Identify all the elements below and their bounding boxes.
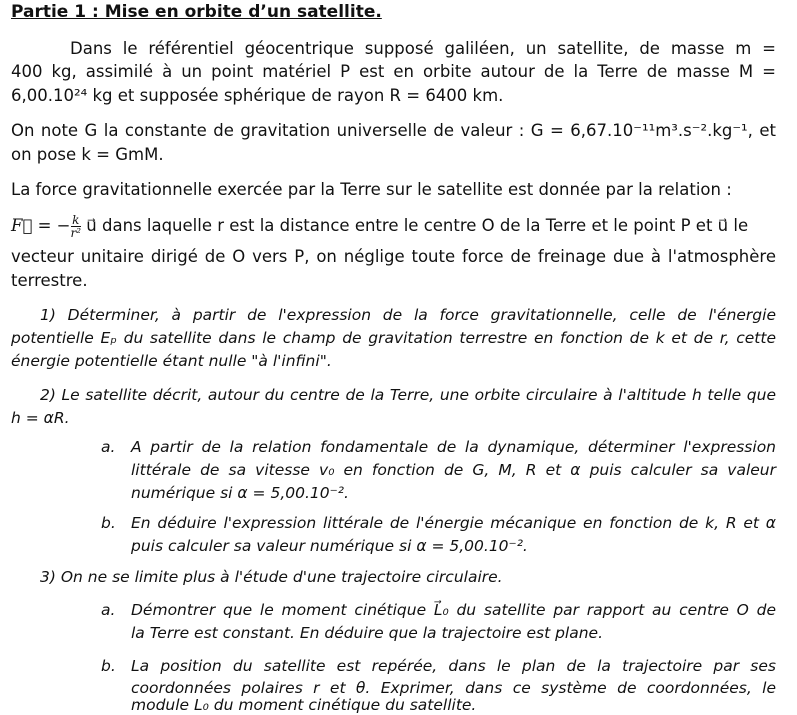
q3b-marker: b. [101,657,116,675]
intro-line-3: 6,00.10²⁴ kg et supposée sphérique de rayon R = 6400 km. [11,86,504,105]
q3-line-1: 3) On ne se limite plus à l'étude d'une trajectoire circulaire. [40,568,503,586]
q2a-marker: a. [101,438,116,456]
intro-line-2: 400 kg, assimilé à un point matériel P est en orbite autour de la Terre de masse M = [11,62,776,81]
q2b-line-1: En déduire l'expression littérale de l'énergie mécanique en fonction de k, R et α [131,514,776,532]
q1-line-2: potentielle Eₚ du satellite dans le champ de gravitation terrestre en fonction de k et de r, cette [11,329,776,347]
fraction-denominator: r² [70,226,82,240]
q2b-line-2: puis calculer sa valeur numérique si α = 5,00.10⁻². [131,537,528,555]
intro-line-1: Dans le référentiel géocentrique supposé galiléen, un satellite, de masse m = [70,39,776,58]
force-line-4: terrestre. [11,271,88,290]
q3b-line-2: coordonnées polaires r et θ. Exprimer, dans ce système de coordonnées, le [131,679,776,697]
force-line-3: vecteur unitaire dirigé de O vers P, on néglige toute force de freinage due à l'atmosphère [11,247,776,266]
part-title: Partie 1 : Mise en orbite d’un satellite. [11,2,382,22]
q3a-marker: a. [101,601,116,619]
fraction-numerator: k [72,213,80,227]
q1-line-1: 1) Déterminer, à partir de l'expression de la force gravitationnelle, celle de l'énergie [40,306,776,324]
force-fraction [71,214,82,239]
force-formula-rest: u⃗ dans laquelle r est la distance entre le centre O de la Terre et le point P et u⃗ le [86,216,749,235]
q1-line-3: énergie potentielle étant nulle "à l'infini". [11,352,332,370]
q2-line-1: 2) Le satellite décrit, autour du centre de la Terre, une orbite circulaire à l'altitude h telle que [40,386,776,404]
gravitation-line-1: On note G la constante de gravitation universelle de valeur : G = 6,67.10⁻¹¹m³.s⁻².kg⁻¹, et [11,121,776,140]
q2-line-2: h = αR. [11,409,70,427]
q3a-line-2: la Terre est constant. En déduire que la trajectoire est plane. [131,624,604,642]
q2b-marker: b. [101,514,116,532]
force-formula-start: F⃗ = − [11,216,71,235]
gravitation-line-2: on pose k = GmM. [11,145,164,164]
force-formula-line [11,214,748,239]
q2a-line-2: littérale de sa vitesse v₀ en fonction de G, M, R et α puis calculer sa valeur [131,461,776,479]
q3b-line-3: module L₀ du moment cinétique du satellite. [131,696,477,714]
force-intro: La force gravitationnelle exercée par la Terre sur le satellite est donnée par la relation : [11,180,732,199]
q3a-line-1: Démontrer que le moment cinétique L⃗₀ du satellite par rapport au centre O de [131,601,776,619]
q2a-line-1: A partir de la relation fondamentale de la dynamique, déterminer l'expression [131,438,776,456]
q2a-line-3: numérique si α = 5,00.10⁻². [131,484,349,502]
q3b-line-1: La position du satellite est repérée, dans le plan de la trajectoire par ses [131,657,776,675]
